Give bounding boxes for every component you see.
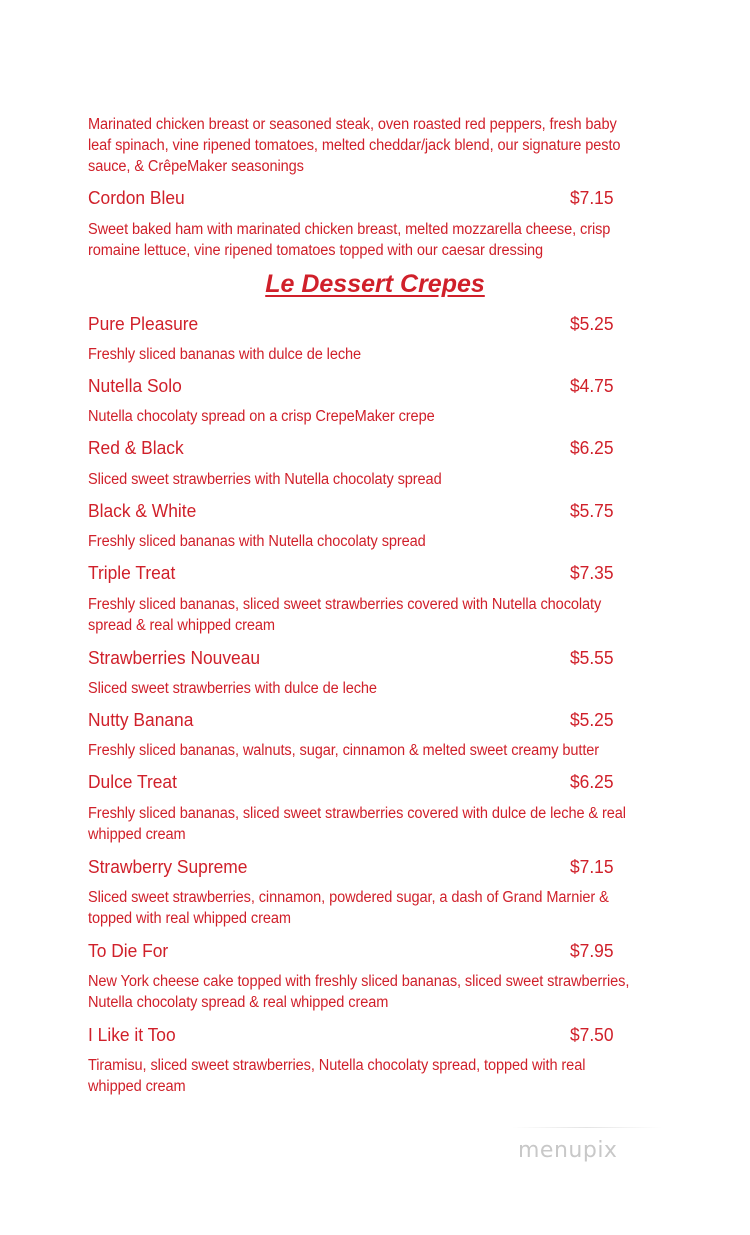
item-price: $5.55 [570,647,614,668]
item-name: To Die For [88,940,169,961]
item-description: Freshly sliced bananas, sliced sweet strawberries covered with dulce de leche & real whipped cream [88,805,626,843]
item-price: $7.95 [570,940,614,961]
item-description: Nutella chocolaty spread on a crisp CrepeMaker crepe [88,408,435,425]
item-name: Black & White [88,500,197,521]
item-name: Pure Pleasure [88,313,199,334]
item-name-cordon-bleu: Cordon Bleu [88,187,185,208]
item-price-cordon-bleu: $7.15 [570,187,614,208]
item-price: $6.25 [570,437,614,458]
item-price: $5.75 [570,500,614,521]
item-price: $6.25 [570,771,614,792]
item-description: Freshly sliced bananas, walnuts, sugar, cinnamon & melted sweet creamy butter [88,742,600,759]
item-name: Nutty Banana [88,709,194,730]
item-description: Sliced sweet strawberries, cinnamon, powdered sugar, a dash of Grand Marnier & topped with real whipped cream [88,889,609,927]
item-name: Red & Black [88,437,184,458]
item-description: Sliced sweet strawberries with Nutella chocolaty spread [88,471,442,488]
item-price: $7.35 [570,562,614,583]
item-price: $7.15 [570,856,614,877]
item-description: Tiramisu, sliced sweet strawberries, Nutella chocolaty spread, topped with real whipped cream [88,1057,586,1095]
item-name: I Like it Too [88,1024,176,1045]
item-name: Triple Treat [88,562,176,583]
item-description: Sweet baked ham with marinated chicken breast, melted mozzarella cheese, crisp romaine lettuce, vine ripened tomatoes topped with our caesar dressing [88,221,611,259]
item-price: $5.25 [570,709,614,730]
item-name: Strawberry Supreme [88,856,248,877]
section-title-dessert-crepes: Le Dessert Crepes [265,270,485,298]
menupix-watermark: menupix [518,1138,618,1163]
item-name: Dulce Treat [88,771,177,792]
watermark-divider [512,1127,662,1128]
item-price: $5.25 [570,313,614,334]
item-name: Nutella Solo [88,375,182,396]
item-price: $7.50 [570,1024,614,1045]
item-description: Freshly sliced bananas, sliced sweet strawberries covered with Nutella chocolaty spread & real whipped cream [88,596,602,634]
item-description: Sliced sweet strawberries with dulce de leche [88,680,377,697]
item-name: Strawberries Nouveau [88,647,261,668]
item-description: Marinated chicken breast or seasoned steak, oven roasted red peppers, fresh baby leaf spinach, vine ripened tomatoes, melted cheddar/jack blend, our signature pesto sauce, & CrêpeMaker seasonings [88,116,621,175]
item-price: $4.75 [570,375,614,396]
item-description: Freshly sliced bananas with dulce de leche [88,346,362,363]
item-description: Freshly sliced bananas with Nutella chocolaty spread [88,533,426,550]
item-description: New York cheese cake topped with freshly sliced bananas, sliced sweet strawberries, Nutella chocolaty spread & real whipped cream [88,973,630,1011]
